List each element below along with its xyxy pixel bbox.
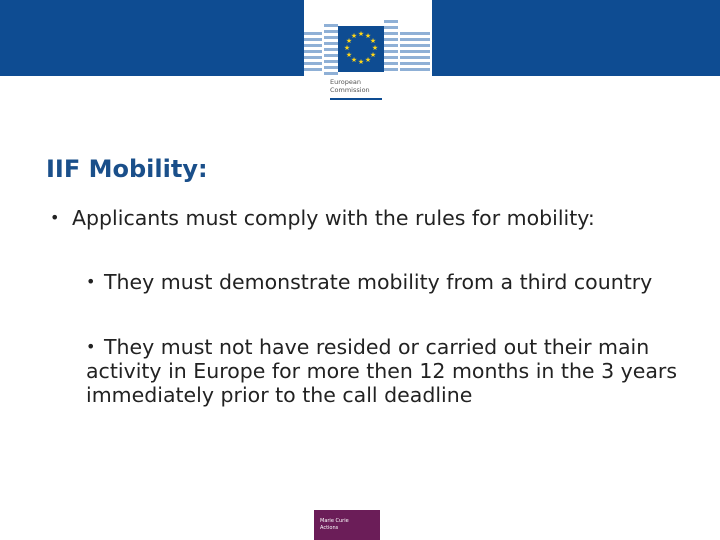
svg-text:★: ★ (350, 32, 358, 40)
bullet-level2-residence (84, 335, 694, 407)
bullet-text: Applicants must comply with the rules for mobility: (72, 206, 595, 230)
bullet-text: They must not have resided or carried out their main activity in Europe for more then 12 months in the 3 years immediately prior to the call deadline (86, 335, 678, 407)
svg-text:★: ★ (357, 30, 365, 38)
svg-text:★: ★ (357, 58, 365, 66)
logo-line-2: Commission (330, 86, 370, 94)
svg-text:★: ★ (369, 37, 377, 45)
bullet-dot-icon: • (50, 208, 60, 227)
bullet-level1 (50, 206, 610, 230)
bullet-dot-icon: • (86, 337, 96, 356)
logo-wordmark (330, 78, 390, 94)
svg-text:★: ★ (345, 51, 353, 59)
marie-curie-badge-text (320, 518, 370, 532)
badge-line-1: Marie Curie (320, 518, 349, 524)
svg-text:★: ★ (364, 32, 372, 40)
bullet-dot-icon: • (86, 272, 96, 291)
svg-text:★: ★ (343, 44, 351, 52)
svg-text:★: ★ (350, 56, 358, 64)
svg-text:★: ★ (364, 56, 372, 64)
logo-line-1: European (330, 78, 361, 86)
slide-title: IIF Mobility: (46, 155, 208, 183)
logo-underline (330, 98, 382, 100)
badge-line-2: Actions (320, 525, 339, 531)
bullet-text: They must demonstrate mobility from a third country (104, 270, 653, 294)
svg-text:★: ★ (371, 44, 379, 52)
svg-text:★: ★ (369, 51, 377, 59)
svg-text:★: ★ (345, 37, 353, 45)
bullet-level2-mobility (84, 270, 694, 294)
